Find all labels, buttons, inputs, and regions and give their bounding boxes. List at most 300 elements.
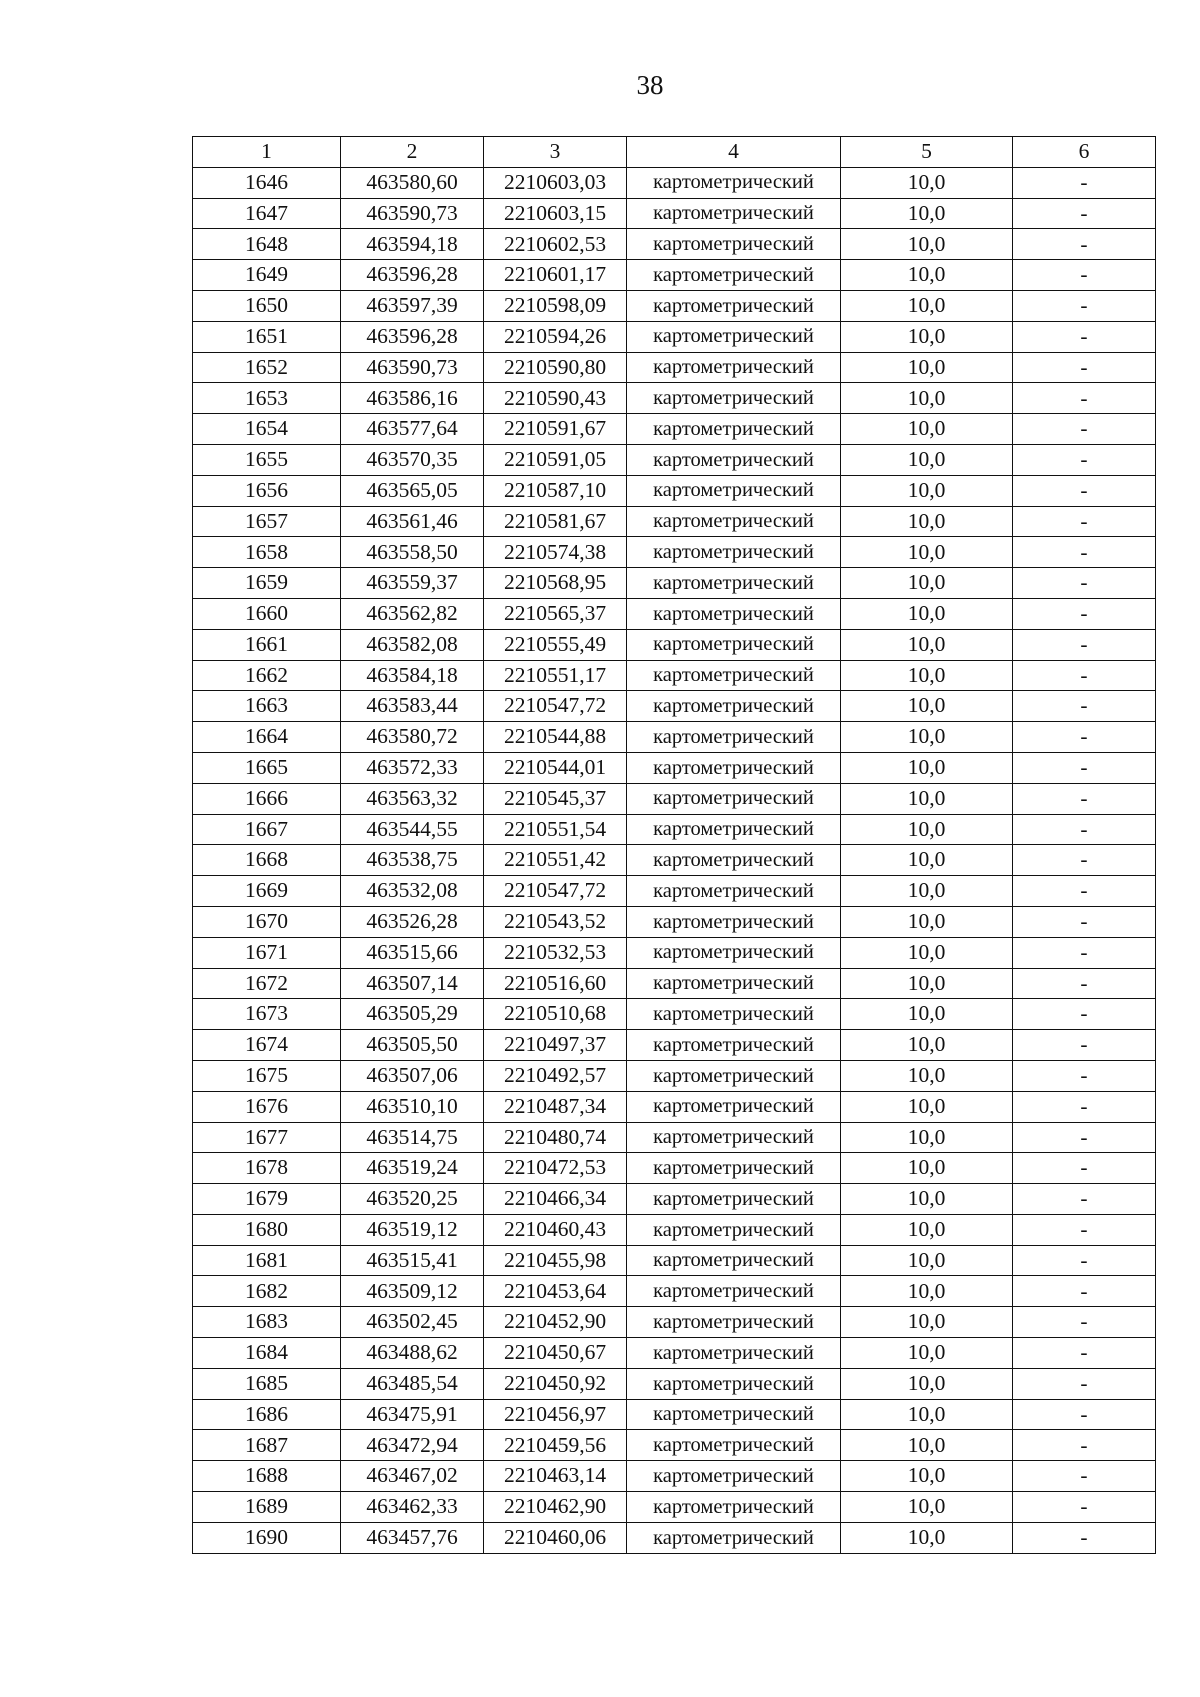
table-row [193,260,1156,291]
point-number-cell: 1682 [193,1276,341,1307]
method-cell: картометрический [627,352,841,383]
x-coordinate-cell: 463519,12 [341,1214,484,1245]
method-cell: картометрический [627,1276,841,1307]
accuracy-cell: 10,0 [841,660,1013,691]
note-cell: - [1013,783,1156,814]
point-number-cell: 1678 [193,1153,341,1184]
method-cell: картометрический [627,722,841,753]
table-row [193,629,1156,660]
point-number-cell: 1652 [193,352,341,383]
accuracy-cell: 10,0 [841,999,1013,1030]
method-cell: картометрический [627,1368,841,1399]
x-coordinate-cell: 463510,10 [341,1091,484,1122]
y-coordinate-cell: 2210545,37 [484,783,627,814]
method-cell: картометрический [627,537,841,568]
note-cell: - [1013,814,1156,845]
note-cell: - [1013,1522,1156,1553]
accuracy-cell: 10,0 [841,260,1013,291]
point-number-cell: 1665 [193,752,341,783]
point-number-cell: 1654 [193,414,341,445]
note-cell: - [1013,629,1156,660]
accuracy-cell: 10,0 [841,937,1013,968]
table-row [193,1461,1156,1492]
accuracy-cell: 10,0 [841,475,1013,506]
point-number-cell: 1655 [193,444,341,475]
table-row [193,1492,1156,1523]
x-coordinate-cell: 463515,41 [341,1245,484,1276]
x-coordinate-cell: 463485,54 [341,1368,484,1399]
method-cell: картометрический [627,1214,841,1245]
accuracy-cell: 10,0 [841,1245,1013,1276]
method-cell: картометрический [627,1338,841,1369]
y-coordinate-cell: 2210568,95 [484,568,627,599]
table-row [193,968,1156,999]
table-row [193,1184,1156,1215]
note-cell: - [1013,167,1156,198]
accuracy-cell: 10,0 [841,444,1013,475]
table-row [193,1091,1156,1122]
method-cell: картометрический [627,198,841,229]
method-cell: картометрический [627,1122,841,1153]
x-coordinate-cell: 463584,18 [341,660,484,691]
method-cell: картометрический [627,414,841,445]
header-cell-3: 3 [484,137,627,168]
x-coordinate-cell: 463562,82 [341,598,484,629]
header-cell-4: 4 [627,137,841,168]
y-coordinate-cell: 2210602,53 [484,229,627,260]
x-coordinate-cell: 463597,39 [341,290,484,321]
point-number-cell: 1679 [193,1184,341,1215]
accuracy-cell: 10,0 [841,783,1013,814]
table-row [193,1060,1156,1091]
x-coordinate-cell: 463532,08 [341,876,484,907]
method-cell: картометрический [627,845,841,876]
y-coordinate-cell: 2210510,68 [484,999,627,1030]
method-cell: картометрический [627,1399,841,1430]
note-cell: - [1013,383,1156,414]
point-number-cell: 1663 [193,691,341,722]
point-number-cell: 1674 [193,1030,341,1061]
x-coordinate-cell: 463519,24 [341,1153,484,1184]
method-cell: картометрический [627,937,841,968]
note-cell: - [1013,752,1156,783]
x-coordinate-cell: 463563,32 [341,783,484,814]
y-coordinate-cell: 2210497,37 [484,1030,627,1061]
accuracy-cell: 10,0 [841,414,1013,445]
accuracy-cell: 10,0 [841,229,1013,260]
y-coordinate-cell: 2210480,74 [484,1122,627,1153]
method-cell: картометрический [627,1030,841,1061]
table-row [193,845,1156,876]
method-cell: картометрический [627,1245,841,1276]
point-number-cell: 1672 [193,968,341,999]
table-row [193,352,1156,383]
table-row [193,906,1156,937]
note-cell: - [1013,968,1156,999]
point-number-cell: 1668 [193,845,341,876]
header-cell-6: 6 [1013,137,1156,168]
table-row [193,568,1156,599]
y-coordinate-cell: 2210594,26 [484,321,627,352]
method-cell: картометрический [627,1430,841,1461]
x-coordinate-cell: 463538,75 [341,845,484,876]
x-coordinate-cell: 463586,16 [341,383,484,414]
note-cell: - [1013,506,1156,537]
y-coordinate-cell: 2210551,17 [484,660,627,691]
x-coordinate-cell: 463596,28 [341,260,484,291]
note-cell: - [1013,1276,1156,1307]
table-header [193,137,1156,168]
y-coordinate-cell: 2210547,72 [484,691,627,722]
table-row [193,537,1156,568]
accuracy-cell: 10,0 [841,1461,1013,1492]
accuracy-cell: 10,0 [841,1368,1013,1399]
table-header-row [193,137,1156,168]
x-coordinate-cell: 463507,06 [341,1060,484,1091]
table-row [193,1338,1156,1369]
point-number-cell: 1667 [193,814,341,845]
method-cell: картометрический [627,1492,841,1523]
point-number-cell: 1656 [193,475,341,506]
note-cell: - [1013,1338,1156,1369]
accuracy-cell: 10,0 [841,1060,1013,1091]
note-cell: - [1013,1153,1156,1184]
table-row [193,1245,1156,1276]
x-coordinate-cell: 463572,33 [341,752,484,783]
note-cell: - [1013,1030,1156,1061]
point-number-cell: 1688 [193,1461,341,1492]
note-cell: - [1013,1399,1156,1430]
point-number-cell: 1659 [193,568,341,599]
accuracy-cell: 10,0 [841,506,1013,537]
note-cell: - [1013,1245,1156,1276]
x-coordinate-cell: 463467,02 [341,1461,484,1492]
point-number-cell: 1677 [193,1122,341,1153]
x-coordinate-cell: 463558,50 [341,537,484,568]
method-cell: картометрический [627,660,841,691]
note-cell: - [1013,999,1156,1030]
note-cell: - [1013,722,1156,753]
x-coordinate-cell: 463583,44 [341,691,484,722]
x-coordinate-cell: 463580,60 [341,167,484,198]
header-cell-5: 5 [841,137,1013,168]
method-cell: картометрический [627,598,841,629]
table-row [193,1214,1156,1245]
accuracy-cell: 10,0 [841,198,1013,229]
y-coordinate-cell: 2210460,43 [484,1214,627,1245]
point-number-cell: 1675 [193,1060,341,1091]
y-coordinate-cell: 2210551,42 [484,845,627,876]
point-number-cell: 1687 [193,1430,341,1461]
point-number-cell: 1650 [193,290,341,321]
point-number-cell: 1670 [193,906,341,937]
table-row [193,722,1156,753]
x-coordinate-cell: 463520,25 [341,1184,484,1215]
note-cell: - [1013,876,1156,907]
method-cell: картометрический [627,1461,841,1492]
x-coordinate-cell: 463475,91 [341,1399,484,1430]
x-coordinate-cell: 463594,18 [341,229,484,260]
accuracy-cell: 10,0 [841,906,1013,937]
note-cell: - [1013,1122,1156,1153]
method-cell: картометрический [627,444,841,475]
y-coordinate-cell: 2210543,52 [484,906,627,937]
point-number-cell: 1690 [193,1522,341,1553]
accuracy-cell: 10,0 [841,1522,1013,1553]
accuracy-cell: 10,0 [841,1307,1013,1338]
method-cell: картометрический [627,383,841,414]
note-cell: - [1013,290,1156,321]
accuracy-cell: 10,0 [841,321,1013,352]
y-coordinate-cell: 2210544,01 [484,752,627,783]
y-coordinate-cell: 2210516,60 [484,968,627,999]
point-number-cell: 1647 [193,198,341,229]
y-coordinate-cell: 2210455,98 [484,1245,627,1276]
x-coordinate-cell: 463505,29 [341,999,484,1030]
method-cell: картометрический [627,783,841,814]
note-cell: - [1013,906,1156,937]
note-cell: - [1013,568,1156,599]
point-number-cell: 1653 [193,383,341,414]
accuracy-cell: 10,0 [841,352,1013,383]
accuracy-cell: 10,0 [841,1091,1013,1122]
accuracy-cell: 10,0 [841,691,1013,722]
note-cell: - [1013,937,1156,968]
point-number-cell: 1662 [193,660,341,691]
point-number-cell: 1657 [193,506,341,537]
table-row [193,229,1156,260]
accuracy-cell: 10,0 [841,290,1013,321]
table-row [193,506,1156,537]
note-cell: - [1013,444,1156,475]
table-row [193,876,1156,907]
coordinates-table [192,136,1156,1554]
x-coordinate-cell: 463577,64 [341,414,484,445]
method-cell: картометрический [627,290,841,321]
point-number-cell: 1685 [193,1368,341,1399]
method-cell: картометрический [627,229,841,260]
note-cell: - [1013,1307,1156,1338]
point-number-cell: 1651 [193,321,341,352]
table-row [193,198,1156,229]
x-coordinate-cell: 463526,28 [341,906,484,937]
x-coordinate-cell: 463590,73 [341,352,484,383]
y-coordinate-cell: 2210544,88 [484,722,627,753]
accuracy-cell: 10,0 [841,752,1013,783]
table-row [193,1430,1156,1461]
method-cell: картометрический [627,1522,841,1553]
x-coordinate-cell: 463488,62 [341,1338,484,1369]
point-number-cell: 1660 [193,598,341,629]
table-row [193,414,1156,445]
point-number-cell: 1669 [193,876,341,907]
y-coordinate-cell: 2210462,90 [484,1492,627,1523]
y-coordinate-cell: 2210456,97 [484,1399,627,1430]
table-row [193,321,1156,352]
y-coordinate-cell: 2210590,80 [484,352,627,383]
table-row [193,1122,1156,1153]
accuracy-cell: 10,0 [841,383,1013,414]
point-number-cell: 1648 [193,229,341,260]
table-row [193,691,1156,722]
accuracy-cell: 10,0 [841,968,1013,999]
y-coordinate-cell: 2210587,10 [484,475,627,506]
accuracy-cell: 10,0 [841,876,1013,907]
method-cell: картометрический [627,506,841,537]
x-coordinate-cell: 463509,12 [341,1276,484,1307]
x-coordinate-cell: 463570,35 [341,444,484,475]
note-cell: - [1013,598,1156,629]
point-number-cell: 1676 [193,1091,341,1122]
accuracy-cell: 10,0 [841,629,1013,660]
x-coordinate-cell: 463514,75 [341,1122,484,1153]
y-coordinate-cell: 2210472,53 [484,1153,627,1184]
note-cell: - [1013,414,1156,445]
accuracy-cell: 10,0 [841,845,1013,876]
accuracy-cell: 10,0 [841,1338,1013,1369]
table-row [193,999,1156,1030]
x-coordinate-cell: 463515,66 [341,937,484,968]
method-cell: картометрический [627,568,841,599]
x-coordinate-cell: 463544,55 [341,814,484,845]
note-cell: - [1013,1214,1156,1245]
x-coordinate-cell: 463596,28 [341,321,484,352]
x-coordinate-cell: 463462,33 [341,1492,484,1523]
method-cell: картометрический [627,475,841,506]
y-coordinate-cell: 2210590,43 [484,383,627,414]
accuracy-cell: 10,0 [841,1153,1013,1184]
x-coordinate-cell: 463590,73 [341,198,484,229]
point-number-cell: 1680 [193,1214,341,1245]
note-cell: - [1013,321,1156,352]
table-row [193,167,1156,198]
method-cell: картометрический [627,1184,841,1215]
note-cell: - [1013,1430,1156,1461]
method-cell: картометрический [627,1153,841,1184]
accuracy-cell: 10,0 [841,1399,1013,1430]
x-coordinate-cell: 463505,50 [341,1030,484,1061]
x-coordinate-cell: 463472,94 [341,1430,484,1461]
y-coordinate-cell: 2210463,14 [484,1461,627,1492]
x-coordinate-cell: 463507,14 [341,968,484,999]
table-row [193,475,1156,506]
note-cell: - [1013,260,1156,291]
method-cell: картометрический [627,876,841,907]
y-coordinate-cell: 2210547,72 [484,876,627,907]
table-row [193,752,1156,783]
point-number-cell: 1683 [193,1307,341,1338]
table-row [193,1030,1156,1061]
point-number-cell: 1646 [193,167,341,198]
y-coordinate-cell: 2210601,17 [484,260,627,291]
note-cell: - [1013,1492,1156,1523]
y-coordinate-cell: 2210450,67 [484,1338,627,1369]
y-coordinate-cell: 2210551,54 [484,814,627,845]
point-number-cell: 1661 [193,629,341,660]
point-number-cell: 1673 [193,999,341,1030]
method-cell: картометрический [627,968,841,999]
accuracy-cell: 10,0 [841,537,1013,568]
accuracy-cell: 10,0 [841,568,1013,599]
accuracy-cell: 10,0 [841,1492,1013,1523]
point-number-cell: 1681 [193,1245,341,1276]
page-number: 38 [636,70,664,100]
y-coordinate-cell: 2210466,34 [484,1184,627,1215]
note-cell: - [1013,537,1156,568]
accuracy-cell: 10,0 [841,167,1013,198]
y-coordinate-cell: 2210460,06 [484,1522,627,1553]
point-number-cell: 1664 [193,722,341,753]
accuracy-cell: 10,0 [841,1122,1013,1153]
table-row [193,290,1156,321]
accuracy-cell: 10,0 [841,1214,1013,1245]
table-row [193,1276,1156,1307]
note-cell: - [1013,1060,1156,1091]
method-cell: картометрический [627,1060,841,1091]
point-number-cell: 1658 [193,537,341,568]
note-cell: - [1013,1091,1156,1122]
point-number-cell: 1686 [193,1399,341,1430]
y-coordinate-cell: 2210565,37 [484,598,627,629]
accuracy-cell: 10,0 [841,598,1013,629]
y-coordinate-cell: 2210591,05 [484,444,627,475]
table-row [193,1153,1156,1184]
y-coordinate-cell: 2210581,67 [484,506,627,537]
y-coordinate-cell: 2210591,67 [484,414,627,445]
accuracy-cell: 10,0 [841,1030,1013,1061]
y-coordinate-cell: 2210603,15 [484,198,627,229]
point-number-cell: 1666 [193,783,341,814]
method-cell: картометрический [627,814,841,845]
note-cell: - [1013,352,1156,383]
table-row [193,444,1156,475]
table-row [193,660,1156,691]
page-number-container [0,70,1200,100]
method-cell: картометрический [627,752,841,783]
note-cell: - [1013,475,1156,506]
y-coordinate-cell: 2210603,03 [484,167,627,198]
x-coordinate-cell: 463561,46 [341,506,484,537]
header-cell-2: 2 [341,137,484,168]
y-coordinate-cell: 2210492,57 [484,1060,627,1091]
note-cell: - [1013,1184,1156,1215]
method-cell: картометрический [627,321,841,352]
table-row [193,598,1156,629]
table-row [193,1307,1156,1338]
y-coordinate-cell: 2210555,49 [484,629,627,660]
note-cell: - [1013,691,1156,722]
method-cell: картометрический [627,1091,841,1122]
note-cell: - [1013,660,1156,691]
accuracy-cell: 10,0 [841,1430,1013,1461]
method-cell: картометрический [627,691,841,722]
point-number-cell: 1689 [193,1492,341,1523]
note-cell: - [1013,1461,1156,1492]
accuracy-cell: 10,0 [841,814,1013,845]
accuracy-cell: 10,0 [841,1276,1013,1307]
method-cell: картометрический [627,260,841,291]
y-coordinate-cell: 2210453,64 [484,1276,627,1307]
note-cell: - [1013,1368,1156,1399]
x-coordinate-cell: 463582,08 [341,629,484,660]
point-number-cell: 1684 [193,1338,341,1369]
method-cell: картометрический [627,1307,841,1338]
note-cell: - [1013,198,1156,229]
method-cell: картометрический [627,167,841,198]
accuracy-cell: 10,0 [841,722,1013,753]
point-number-cell: 1649 [193,260,341,291]
x-coordinate-cell: 463502,45 [341,1307,484,1338]
